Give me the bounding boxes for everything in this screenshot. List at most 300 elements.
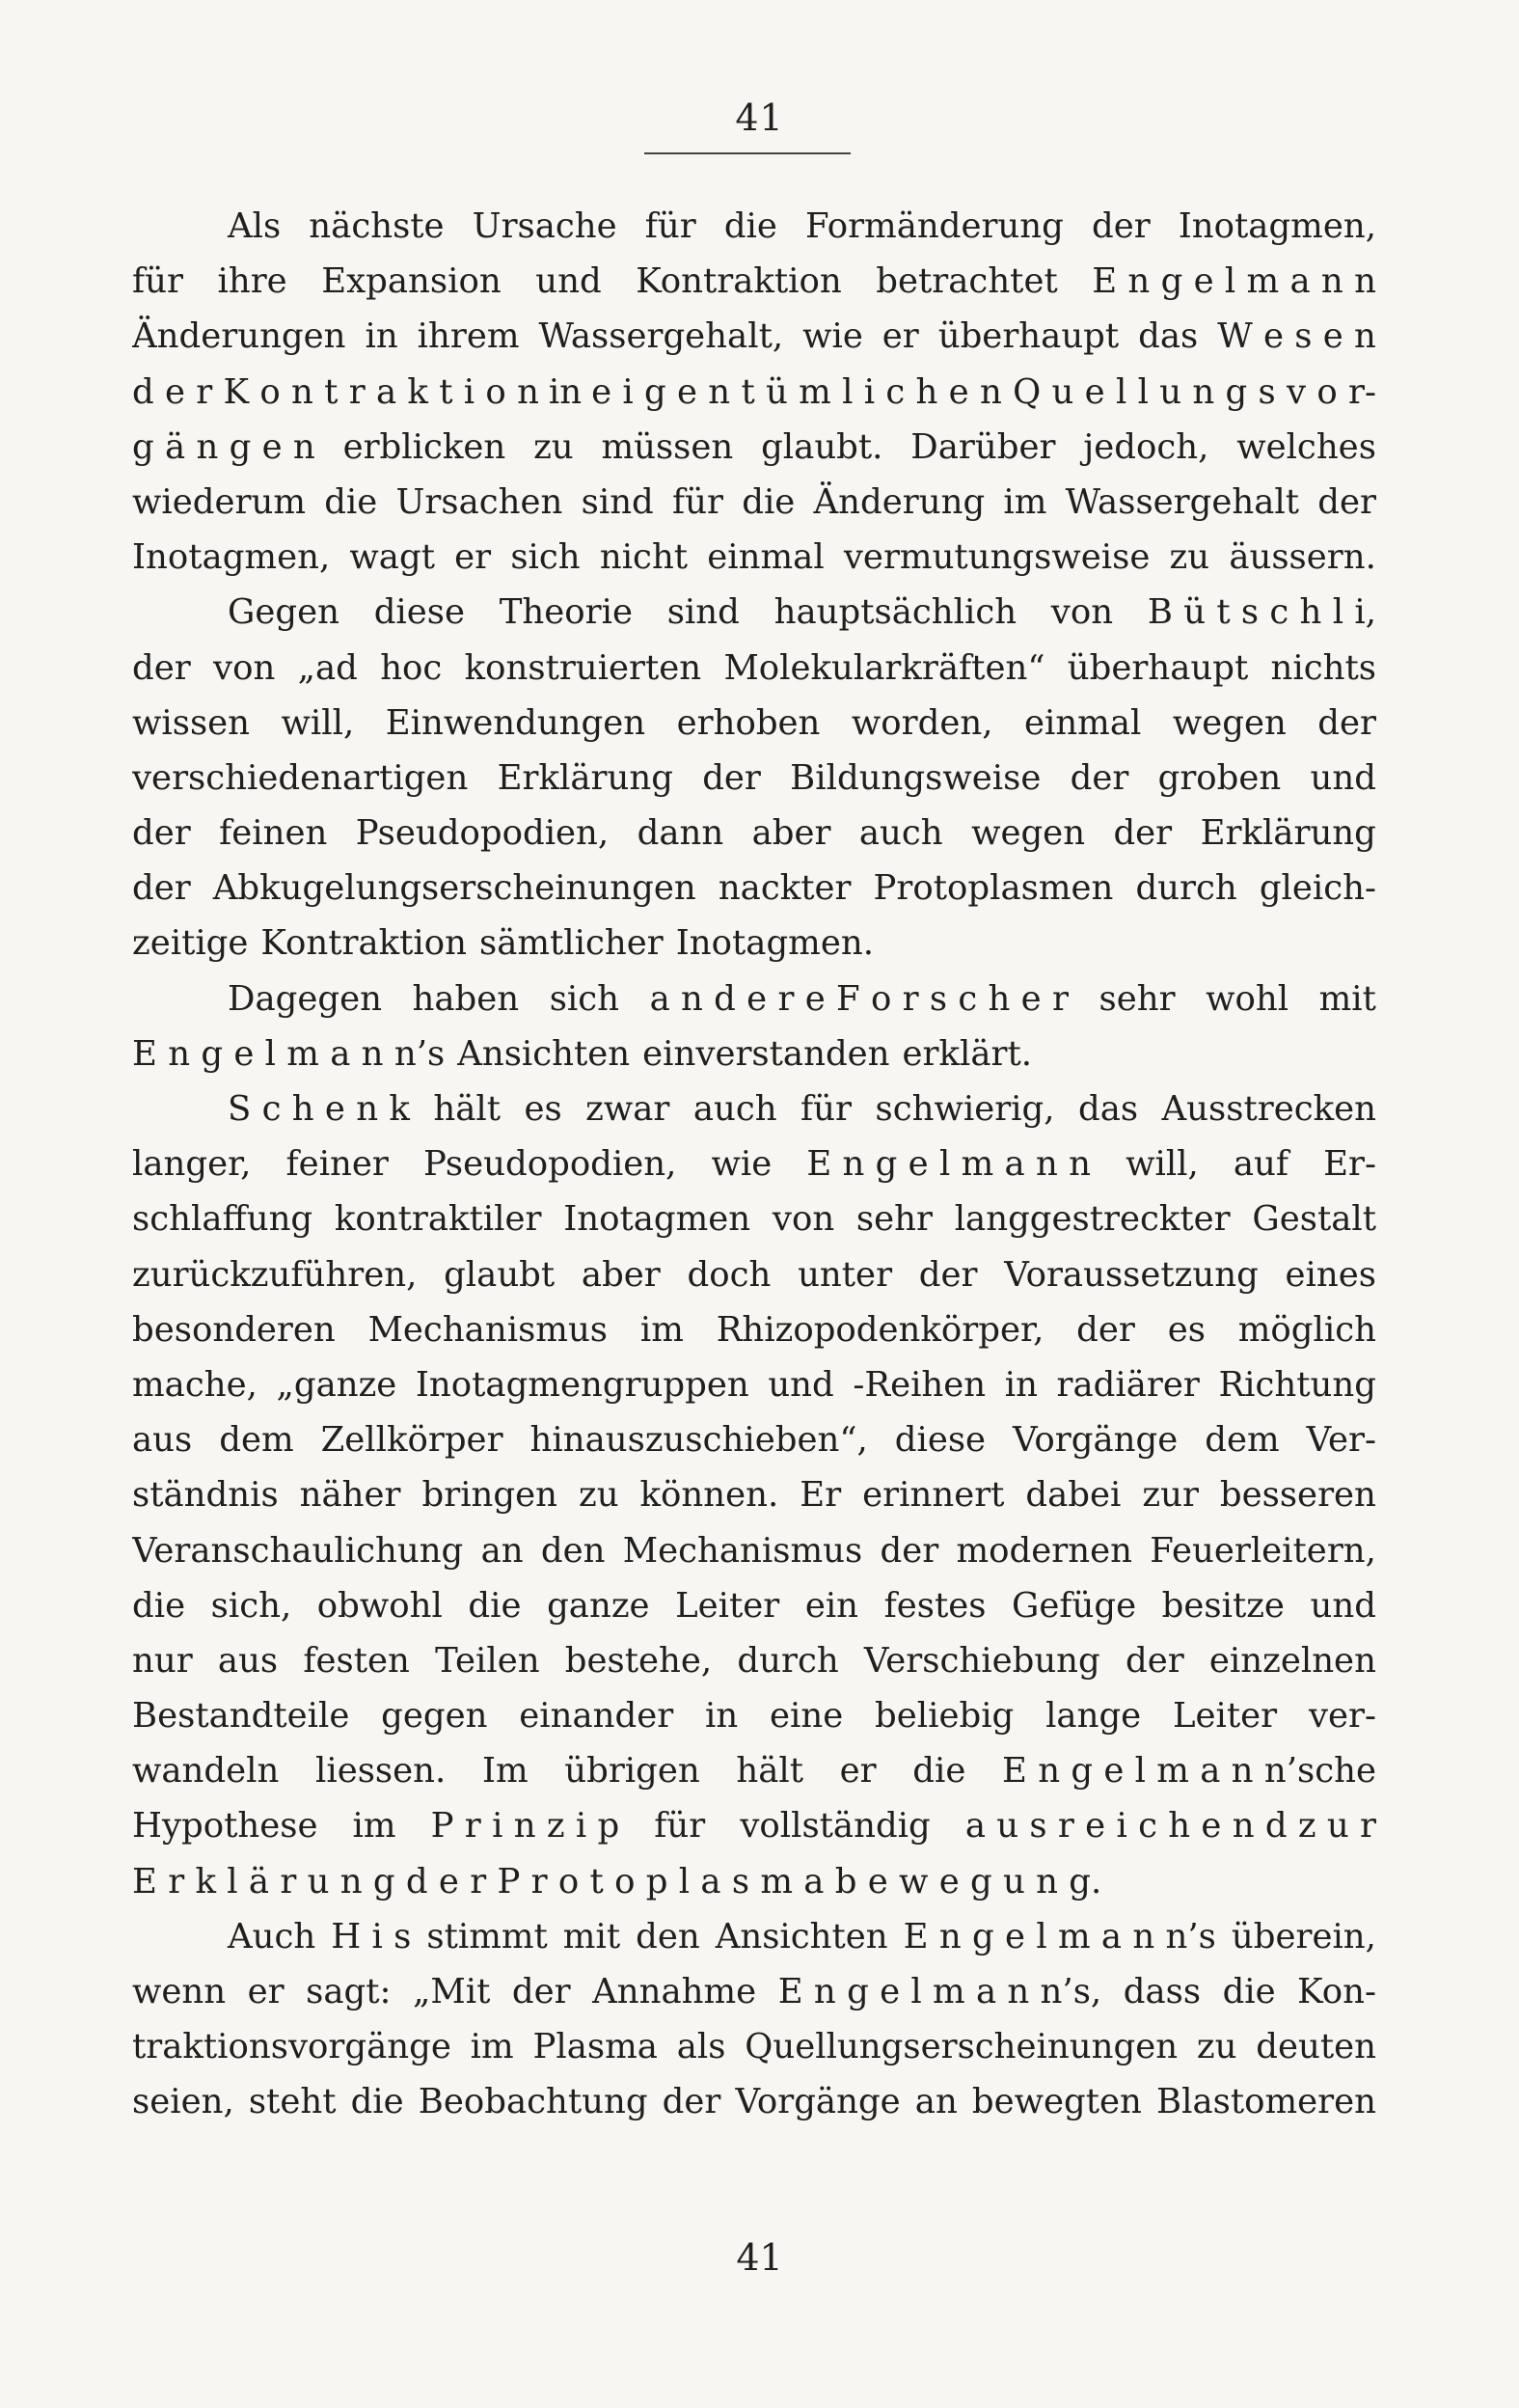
- word: in: [548, 371, 583, 412]
- word: Erklärung: [497, 757, 673, 798]
- word: nackter: [718, 868, 852, 909]
- word: Kontraktion: [260, 923, 467, 964]
- word: konstruierten: [464, 647, 702, 688]
- word: betrachtet: [876, 261, 1058, 302]
- text-line: [132, 420, 1376, 475]
- word: zu: [578, 1475, 619, 1516]
- word: will,: [281, 702, 355, 743]
- word: nur: [132, 1640, 193, 1681]
- word: der: [132, 647, 191, 688]
- word: traktionsvorgänge: [132, 2027, 451, 2067]
- word: Dagegen: [228, 978, 382, 1019]
- word: Wassergehalt,: [538, 316, 784, 357]
- word: in: [1004, 1364, 1038, 1405]
- word: beliebig: [875, 1696, 1015, 1737]
- word: Kon-: [1297, 1972, 1376, 2011]
- word: Mechanismus: [367, 1309, 609, 1350]
- word: Pseudopodien,: [355, 813, 610, 854]
- word: wissen: [132, 702, 251, 743]
- word: es: [1167, 1309, 1206, 1350]
- word: von: [1050, 592, 1114, 633]
- word: sagt:: [306, 1972, 392, 2011]
- word: an: [480, 1530, 524, 1571]
- word: zu: [1169, 537, 1210, 578]
- word: diese: [894, 1420, 987, 1461]
- word: Im: [481, 1751, 529, 1792]
- word: die: [1222, 1972, 1276, 2011]
- word: feiner: [285, 1144, 389, 1185]
- word: der: [662, 2082, 721, 2122]
- word: verschiedenartigen: [132, 757, 469, 798]
- word: nicht: [599, 537, 689, 578]
- word: dem: [1205, 1420, 1280, 1461]
- word: sehr: [1099, 978, 1176, 1019]
- word: für: [644, 206, 696, 246]
- word: nächste: [309, 206, 445, 246]
- word: der: [1317, 481, 1376, 522]
- word: zu: [533, 426, 574, 467]
- text-line: [132, 1633, 1376, 1688]
- word: schlaffung: [132, 1199, 313, 1240]
- word: dann: [637, 813, 724, 854]
- word: sich,: [210, 1585, 292, 1626]
- word: das: [1138, 316, 1199, 357]
- word: dass: [1123, 1972, 1202, 2011]
- word: zurückzuführen,: [132, 1254, 418, 1295]
- word: ein: [804, 1585, 859, 1626]
- word: der: [880, 1530, 939, 1571]
- word: Verschiebung: [863, 1640, 1100, 1681]
- word: besseren: [1219, 1475, 1376, 1516]
- word: Einwendungen: [385, 702, 646, 743]
- word: nichts: [1270, 647, 1376, 688]
- word: Hypothese: [132, 1806, 318, 1847]
- word: Gegen: [228, 592, 339, 633]
- body-text: [132, 199, 1376, 2130]
- text-line: [132, 1026, 1376, 1081]
- word: hoc: [380, 647, 443, 688]
- word: P r i n z i p: [430, 1806, 620, 1847]
- word: Ausstrecken: [1161, 1089, 1376, 1129]
- word: Als: [228, 206, 282, 246]
- word: für: [654, 1806, 706, 1847]
- page-number-top: 41: [735, 96, 784, 139]
- word: doch: [687, 1254, 772, 1295]
- word: radiärer: [1056, 1364, 1200, 1405]
- word: feinen: [219, 813, 328, 854]
- word: dabei: [1025, 1475, 1122, 1516]
- word: obwohl: [316, 1585, 443, 1626]
- text-line: [132, 254, 1376, 309]
- word: Änderungen: [132, 316, 346, 357]
- word: im: [639, 1309, 684, 1350]
- word: E n g e l m a n n’s: [132, 1033, 446, 1074]
- word: überein,: [1231, 1916, 1376, 1956]
- text-line: [132, 365, 1376, 420]
- word: an: [914, 2082, 958, 2122]
- text-line: [132, 1688, 1376, 1743]
- text-line: [132, 861, 1376, 916]
- text-line: [132, 1854, 1376, 1909]
- word: Auch: [228, 1916, 316, 1956]
- word: im: [1003, 481, 1047, 522]
- word: einmal: [1023, 702, 1142, 743]
- word: äussern.: [1229, 537, 1376, 578]
- word: H i s: [331, 1916, 412, 1956]
- word: stimmt: [426, 1916, 548, 1956]
- word: dem: [219, 1420, 294, 1461]
- word: E r k l ä r u n g d e r P r o t o p l a s m a b e w e g u n g.: [132, 1861, 1102, 1902]
- word: Protoplasmen: [873, 868, 1114, 909]
- word: für: [132, 261, 183, 302]
- word: ganze: [547, 1585, 650, 1626]
- word: und: [1310, 757, 1376, 798]
- text-line: [132, 1302, 1376, 1357]
- word: Zellkörper: [320, 1420, 503, 1461]
- word: und: [535, 261, 602, 302]
- word: besitze: [1161, 1585, 1285, 1626]
- word: Darüber: [910, 426, 1056, 467]
- word: ver-: [1308, 1696, 1376, 1737]
- word: sich: [549, 978, 620, 1019]
- text-line: [132, 806, 1376, 861]
- word: gegen: [381, 1696, 488, 1737]
- word: aber: [751, 813, 831, 854]
- word: wegen: [1172, 702, 1287, 743]
- word: Teilen: [435, 1640, 540, 1681]
- word: aber: [581, 1254, 661, 1295]
- word: Rhizopodenkörper,: [716, 1309, 1044, 1350]
- word: wohl: [1206, 978, 1289, 1019]
- word: wegen: [971, 813, 1086, 854]
- word: Wassergehalt: [1065, 481, 1300, 522]
- word: einander: [519, 1696, 674, 1737]
- text-line: [132, 2074, 1376, 2129]
- word: einmal: [707, 537, 825, 578]
- word: mit: [1318, 978, 1376, 1019]
- word: der: [1113, 813, 1173, 854]
- text-line: [132, 199, 1376, 254]
- text-line: [132, 1412, 1376, 1467]
- word: zeitige: [132, 923, 249, 964]
- word: auch: [692, 1089, 777, 1129]
- word: der: [1076, 1309, 1135, 1350]
- text-line: [132, 751, 1376, 806]
- word: überhaupt: [1067, 647, 1249, 688]
- text-line: [132, 971, 1376, 1026]
- word: und: [1310, 1585, 1376, 1626]
- word: hält: [433, 1089, 501, 1129]
- word: es: [524, 1089, 562, 1129]
- word: Gefüge: [1012, 1585, 1137, 1626]
- word: jedoch,: [1083, 426, 1209, 467]
- word: Formänderung: [805, 206, 1064, 246]
- word: Pseudopodien,: [422, 1144, 677, 1185]
- word: das: [1077, 1089, 1139, 1129]
- word: die: [912, 1751, 966, 1792]
- word: vermutungsweise: [843, 537, 1151, 578]
- text-line: [132, 1247, 1376, 1302]
- text-line: [132, 2019, 1376, 2074]
- word: vollständig: [740, 1806, 931, 1847]
- word: sind: [666, 592, 740, 633]
- word: müssen: [601, 426, 734, 467]
- word: Veranschaulichung: [132, 1530, 464, 1571]
- word: modernen: [956, 1530, 1132, 1571]
- word: seien,: [132, 2082, 234, 2122]
- word: haben: [412, 978, 520, 1019]
- word: aus: [217, 1640, 279, 1681]
- text-line: [132, 1191, 1376, 1246]
- word: wie: [711, 1144, 773, 1185]
- word: für: [800, 1089, 853, 1129]
- word: als: [676, 2027, 726, 2067]
- word: in: [365, 316, 398, 357]
- word: Beobachtung: [418, 2082, 648, 2122]
- word: er: [882, 316, 919, 357]
- text-line: [132, 309, 1376, 364]
- word: langgestreckter: [954, 1199, 1231, 1240]
- word: welches: [1236, 426, 1376, 467]
- word: worden,: [851, 702, 993, 743]
- word: können.: [639, 1475, 779, 1516]
- word: Änderung: [813, 481, 986, 522]
- word: Plasma: [532, 2027, 658, 2067]
- word: wie: [802, 316, 863, 357]
- word: einzelnen: [1208, 1640, 1376, 1681]
- word: diese: [373, 592, 466, 633]
- word: bringen: [421, 1475, 558, 1516]
- text-line: [132, 1523, 1376, 1578]
- word: im: [352, 1806, 396, 1847]
- word: Vorgänge: [1013, 1420, 1179, 1461]
- word: Ursache: [472, 206, 617, 246]
- word: besonderen: [132, 1309, 336, 1350]
- text-line: [132, 1467, 1376, 1522]
- word: der: [1125, 1640, 1184, 1681]
- word: der: [1317, 702, 1376, 743]
- word: er: [247, 1972, 285, 2011]
- word: sich: [510, 537, 581, 578]
- word: S c h e n k: [228, 1089, 410, 1129]
- word: Inotagmen,: [132, 537, 331, 578]
- word: übrigen: [564, 1751, 700, 1792]
- word: durch: [737, 1640, 839, 1681]
- word: im: [470, 2027, 514, 2067]
- word: glaubt.: [761, 426, 883, 467]
- word: eine: [769, 1696, 844, 1737]
- word: Inotagmen.: [675, 923, 874, 964]
- word: der: [918, 1254, 978, 1295]
- word: hauptsächlich: [773, 592, 1017, 633]
- word: Annahme: [592, 1972, 757, 2011]
- word: ständnis: [132, 1475, 279, 1516]
- word: „Mit: [413, 1972, 491, 2011]
- word: und: [768, 1364, 834, 1405]
- word: mache,: [132, 1364, 258, 1405]
- word: E n g e l m a n n’sche: [1002, 1751, 1376, 1792]
- word: wiederum: [132, 481, 306, 522]
- word: aus: [132, 1420, 193, 1461]
- word: a u s r e i c h e n d z u r: [964, 1806, 1376, 1847]
- word: Expansion: [321, 261, 502, 302]
- text-line: [132, 1578, 1376, 1633]
- text-line: [132, 1357, 1376, 1412]
- word: zu: [1196, 2027, 1237, 2067]
- word: auf: [1233, 1144, 1289, 1185]
- word: Er-: [1323, 1144, 1376, 1185]
- word: kontraktiler: [334, 1199, 542, 1240]
- word: Molekularkräften“: [723, 647, 1045, 688]
- word: der: [1091, 206, 1151, 246]
- word: Theorie: [499, 592, 633, 633]
- word: a n d e r e F o r s c h e r: [649, 978, 1069, 1019]
- word: eines: [1285, 1254, 1376, 1295]
- word: Abkugelungserscheinungen: [212, 868, 696, 909]
- word: Ansichten: [457, 1033, 631, 1074]
- word: die: [468, 1585, 522, 1626]
- text-line: [132, 1909, 1376, 1964]
- word: Erklärung: [1200, 813, 1376, 854]
- word: Voraussetzung: [1004, 1254, 1259, 1295]
- word: zur: [1142, 1475, 1199, 1516]
- word: der: [1070, 757, 1129, 798]
- word: erhoben: [676, 702, 821, 743]
- word: überhaupt: [937, 316, 1120, 357]
- page-number-bottom: 41: [736, 2236, 783, 2279]
- word: erinnert: [862, 1475, 1005, 1516]
- word: die: [742, 481, 796, 522]
- text-line: [132, 696, 1376, 751]
- word: Feuerleitern,: [1150, 1530, 1376, 1571]
- text-line: [132, 641, 1376, 696]
- word: für: [672, 481, 723, 522]
- word: Er: [800, 1475, 842, 1516]
- text-line: [132, 1964, 1376, 2019]
- word: einverstanden: [642, 1033, 890, 1074]
- text-line: [132, 475, 1376, 530]
- word: wenn: [132, 1972, 227, 2011]
- text-line: [132, 530, 1376, 585]
- header-rule: [644, 152, 851, 154]
- word: den: [636, 1916, 700, 1956]
- word: d e r K o n t r a k t i o n: [132, 371, 539, 412]
- word: E n g e l m a n n: [806, 1144, 1092, 1185]
- word: hält: [736, 1751, 804, 1792]
- word: Richtung: [1218, 1364, 1376, 1405]
- word: möglich: [1237, 1309, 1376, 1350]
- word: die: [324, 481, 378, 522]
- word: Inotagmengruppen: [415, 1364, 749, 1405]
- word: näher: [299, 1475, 401, 1516]
- word: bewegten: [971, 2082, 1142, 2122]
- word: E n g e l m a n n: [1092, 261, 1376, 302]
- word: Ver-: [1306, 1420, 1376, 1461]
- word: Leiter: [1172, 1696, 1278, 1737]
- word: wandeln: [132, 1751, 280, 1792]
- word: er: [839, 1751, 877, 1792]
- word: will,: [1126, 1144, 1199, 1185]
- word: wagt: [349, 537, 435, 578]
- word: langer,: [132, 1144, 252, 1185]
- word: sehr: [855, 1199, 933, 1240]
- word: ihrem: [417, 316, 520, 357]
- word: durch: [1135, 868, 1237, 909]
- word: erblicken: [342, 426, 506, 467]
- text-line: [132, 1743, 1376, 1798]
- word: Ansichten: [715, 1916, 888, 1956]
- word: von: [772, 1199, 835, 1240]
- word: glaubt: [444, 1254, 556, 1295]
- word: liessen.: [315, 1751, 447, 1792]
- word: -Reihen: [853, 1364, 987, 1405]
- word: in: [704, 1696, 739, 1737]
- word: Ursachen: [395, 481, 563, 522]
- word: Mechanismus: [622, 1530, 863, 1571]
- word: die: [723, 206, 777, 246]
- word: ihre: [217, 261, 287, 302]
- text-line: [132, 1798, 1376, 1853]
- word: der: [132, 813, 191, 854]
- word: deuten: [1256, 2027, 1376, 2067]
- word: sind: [581, 481, 654, 522]
- word: Inotagmen: [563, 1199, 751, 1240]
- word: sämtlicher: [479, 923, 664, 964]
- word: festen: [303, 1640, 410, 1681]
- word: von: [213, 647, 276, 688]
- word: Bestandteile: [132, 1696, 350, 1737]
- word: erklärt.: [902, 1033, 1033, 1074]
- word: Kontraktion: [636, 261, 842, 302]
- word: Gestalt: [1252, 1199, 1376, 1240]
- word: Inotagmen,: [1178, 206, 1376, 246]
- word: B ü t s c h l i,: [1147, 592, 1376, 633]
- text-line: [132, 1136, 1376, 1191]
- word: Blastomeren: [1156, 2082, 1376, 2122]
- word: festes: [883, 1585, 987, 1626]
- text-line: [132, 585, 1376, 640]
- word: der: [511, 1972, 571, 2011]
- word: den: [540, 1530, 606, 1571]
- word: mit: [562, 1916, 621, 1956]
- word: Quellungserscheinungen: [745, 2027, 1179, 2067]
- word: zwar: [585, 1089, 670, 1129]
- word: unter: [798, 1254, 893, 1295]
- word: lange: [1045, 1696, 1142, 1737]
- word: auch: [858, 813, 943, 854]
- word: der: [702, 757, 761, 798]
- word: e i g e n t ü m l i c h e n Q u e l l u n g s v o r-: [591, 371, 1376, 412]
- word: E n g e l m a n n’s: [903, 1916, 1216, 1956]
- word: W e s e n: [1217, 316, 1376, 357]
- word: die: [132, 1585, 186, 1626]
- word: Leiter: [675, 1585, 780, 1626]
- word: hinauszuschieben“,: [529, 1420, 868, 1461]
- word: gleich-: [1259, 868, 1376, 909]
- text-line: [132, 916, 1376, 971]
- word: E n g e l m a n n’s,: [777, 1972, 1102, 2011]
- word: bestehe,: [564, 1640, 713, 1681]
- word: g ä n g e n: [132, 426, 315, 467]
- word: Vorgänge: [735, 2082, 901, 2122]
- word: der: [132, 868, 191, 909]
- word: Bildungsweise: [790, 757, 1042, 798]
- word: er: [454, 537, 492, 578]
- text-line: [132, 1081, 1376, 1136]
- word: groben: [1157, 757, 1282, 798]
- word: „ganze: [276, 1364, 397, 1405]
- word: schwierig,: [875, 1089, 1055, 1129]
